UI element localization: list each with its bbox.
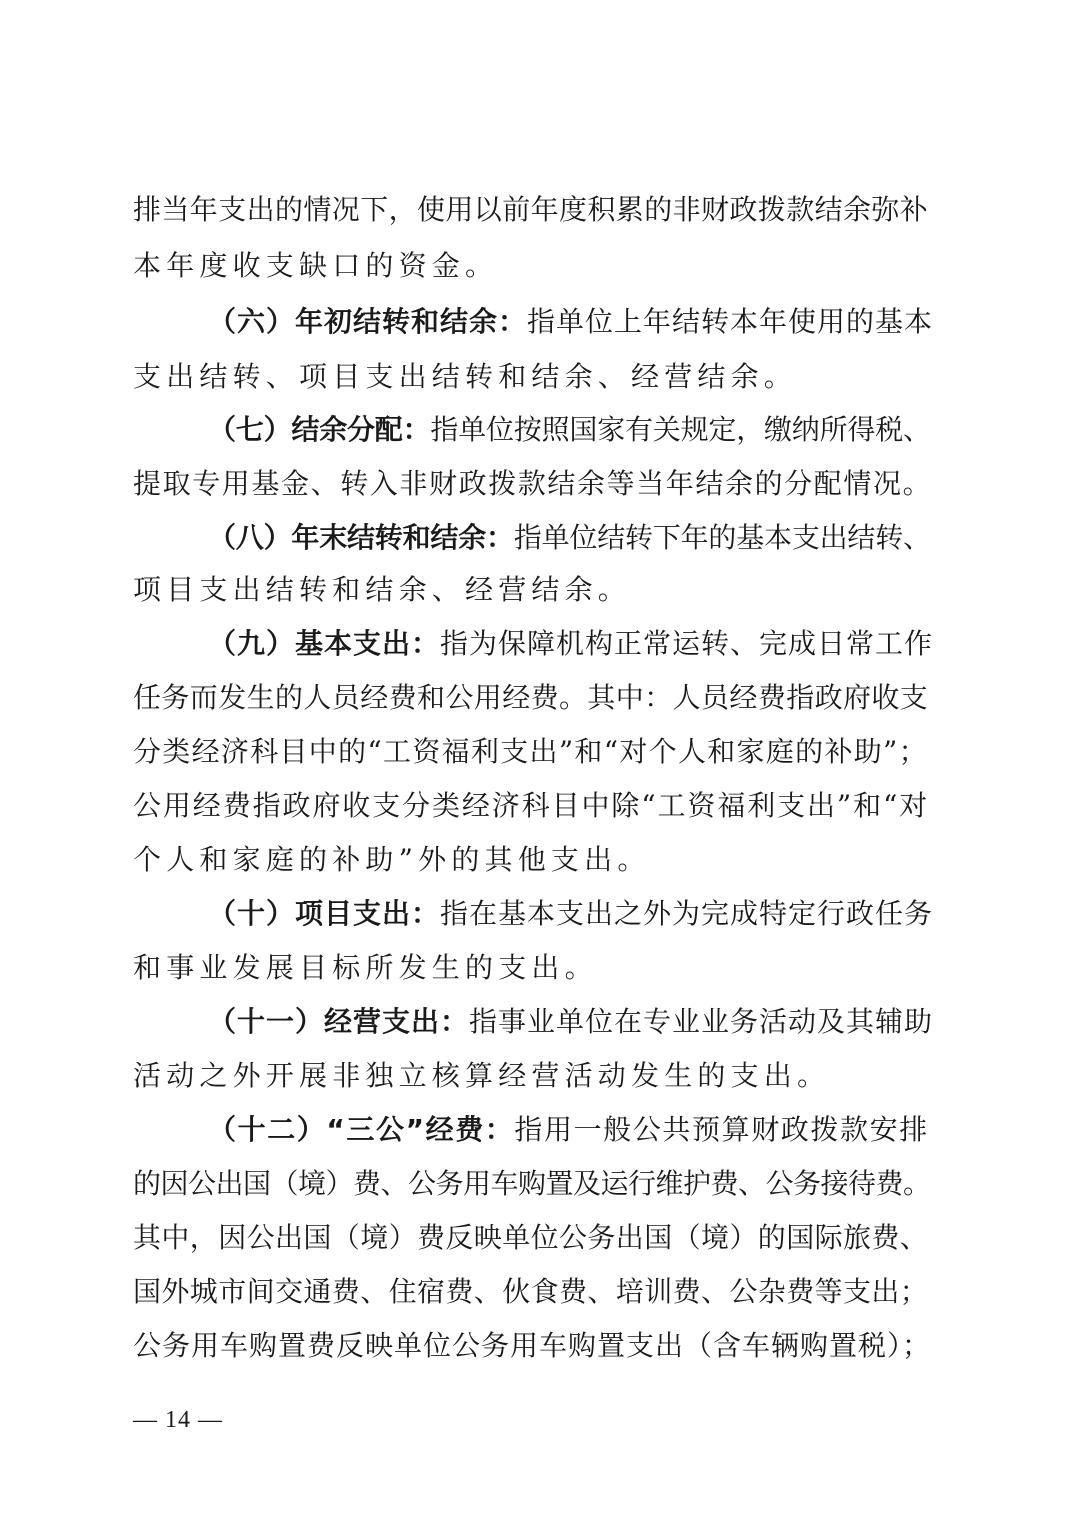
term-label: （八）年末结转和结余： (208, 521, 514, 554)
term-label: （六）年初结转和结余： (208, 305, 528, 338)
body-line: 公务用车购置费反映单位公务用车购置支出（含车辆购置税）； (133, 1329, 932, 1362)
definition-item: （六）年初结转和结余：指单位上年结转本年使用的基本 (208, 305, 934, 338)
page-number: — 14 — (133, 1407, 223, 1433)
body-line: 的因公出国（境）费、公务用车购置及运行维护费、公务接待费。 (133, 1167, 931, 1200)
body-line: 个人和家庭的补助”外的其他支出。 (133, 843, 651, 876)
term-label: （十二）“三公”经费： (208, 1113, 515, 1146)
body-line: 活动之外开展非独立核算经营活动发生的支出。 (133, 1059, 831, 1092)
term-label: （十一）经营支出： (208, 1005, 470, 1038)
body-line: 公用经费指政府收支分类经济科目中除“工资福利支出”和“对 (133, 789, 930, 822)
body-line: 其中，因公出国（境）费反映单位公务出国（境）的国际旅费、 (133, 1221, 929, 1254)
body-line: 任务而发生的人员经费和公用经费。其中：人员经费指政府收支 (133, 681, 929, 714)
body-line: 项目支出结转和结余、经营结余。 (133, 573, 632, 606)
body-line: 和事业发展目标所发生的支出。 (133, 951, 598, 984)
body-line: 排当年支出的情况下，使用以前年度积累的非财政拨款结余弥补 (133, 193, 929, 226)
term-label: （九）基本支出： (208, 627, 441, 660)
definition-item: （十二）“三公”经费：指用一般公共预算财政拨款安排 (208, 1113, 929, 1146)
definition-item: （九）基本支出：指为保障机构正常运转、完成日常工作 (208, 627, 934, 660)
body-line: 支出结转、项目支出结转和结余、经营结余。 (133, 360, 798, 393)
body-line: 本年度收支缺口的资金。 (133, 249, 499, 282)
definition-item: （七）结余分配：指单位按照国家有关规定，缴纳所得税、 (208, 413, 931, 446)
definition-item: （十）项目支出：指在基本支出之外为完成特定行政任务 (208, 897, 934, 930)
definition-item: （八）年末结转和结余：指单位结转下年的基本支出结转、 (208, 521, 931, 554)
body-line: 分类经济科目中的“工资福利支出”和“对个人和家庭的补助”； (133, 735, 928, 768)
term-label: （十）项目支出： (208, 897, 441, 930)
body-line: 国外城市间交通费、住宿费、伙食费、培训费、公杂费等支出； (133, 1275, 929, 1308)
body-line: 提取专用基金、转入非财政拨款结余等当年结余的分配情况。 (133, 467, 933, 500)
term-label: （七）结余分配： (208, 413, 431, 446)
definition-item: （十一）经营支出：指事业单位在专业业务活动及其辅助 (208, 1005, 934, 1038)
